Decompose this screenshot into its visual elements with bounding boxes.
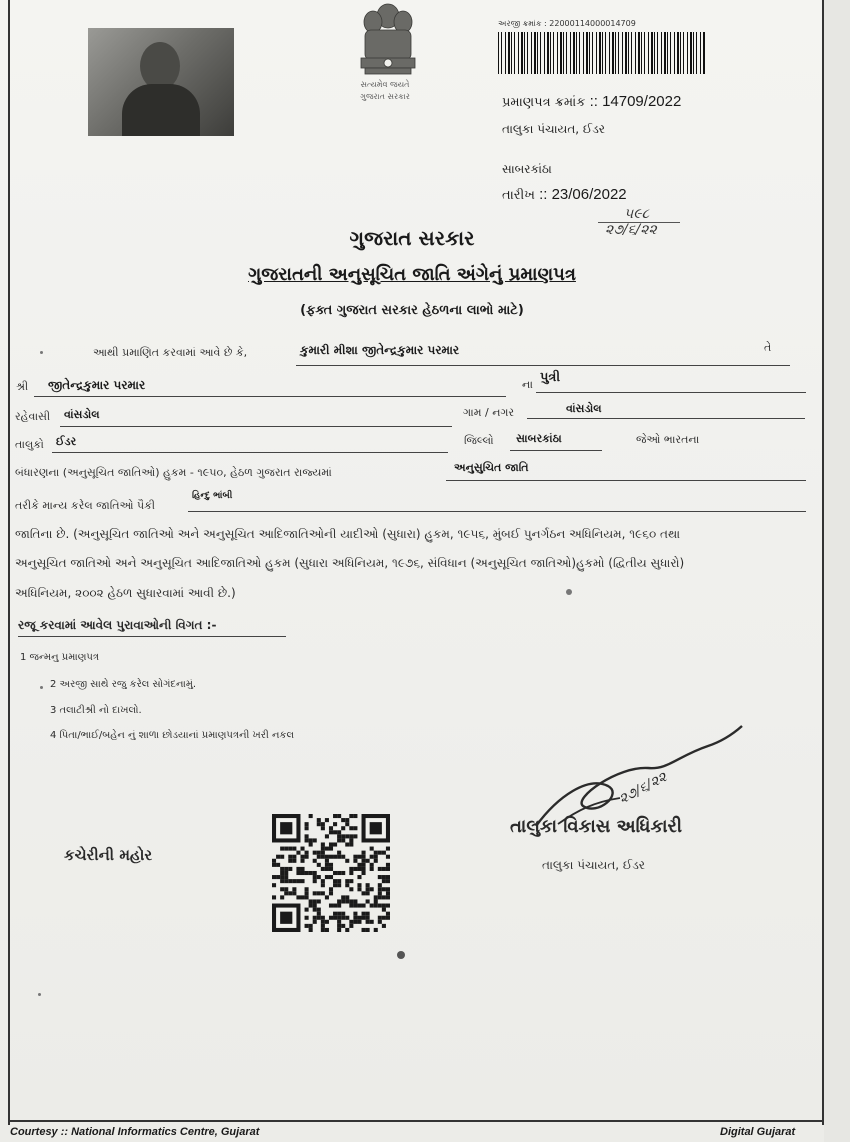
page-border-right: [822, 0, 824, 1125]
page-border-bottom: [8, 1120, 824, 1122]
caste-category-underline: [446, 480, 806, 481]
father-name-underline: [34, 396, 506, 397]
certificate-title: ગુજરાતની અનુસૂચિત જાતિ અંગેનું પ્રમાણપત્ર: [248, 264, 576, 285]
scan-margin: [824, 0, 850, 1142]
documents-heading: રજૂ કરવામાં આવેલ પુરાવાઓની વિગત :-: [18, 618, 217, 632]
father-name: જીતેન્દ્રકુમાર પરમાર: [48, 378, 146, 392]
district-label: જિલ્લો: [464, 434, 494, 447]
legal-paragraph-line-3: અધિનિયમ, ૨૦૦૨ હેઠળ સુધારવામાં આવી છે.): [15, 586, 236, 600]
qr-code: [272, 814, 390, 932]
legal-paragraph-line-2: અનુસૂચિત જાતિઓ અને અનુસૂચિત આદિજાતિઓ હુકમ (સુધારા અધિનિયમ, ૧૯૭૬, સંવિધાન (અનુસૂચિત જાતિઓ)હુકમો (દ્વિતીય સુધારો): [15, 556, 685, 570]
emblem-caption-govt: ગુજરાત સરકાર: [360, 92, 410, 101]
certificate-number-value: :: 14709/2022: [589, 93, 682, 110]
relation-value: પુત્રી: [540, 370, 561, 385]
relation-underline: [536, 392, 806, 393]
caste-name-underline: [188, 511, 806, 512]
document-item: 3 તલાટીશ્રી નો દાખલો.: [50, 705, 142, 716]
applicant-photo: [88, 28, 234, 136]
photo-body: [122, 84, 200, 136]
footer-courtesy: Courtesy :: National Informatics Centre, Gujarat: [10, 1126, 260, 1138]
document-item: 2 અરજી સાથે રજુ કરેલ સોગંદનામું.: [50, 679, 197, 690]
officer-office: તાલુકા પંચાયત, ઈડર: [542, 858, 645, 872]
candidate-name-underline: [296, 365, 790, 366]
barcode: [498, 32, 706, 74]
shri-prefix: શ્રી: [16, 380, 29, 393]
village-value: વાંસડોલ: [566, 402, 602, 415]
certificate-subtitle: (ફક્ત ગુજરાત સરકાર હેઠળના લાભો માટે): [300, 303, 524, 318]
handwritten-number: ૫૯૮: [624, 206, 650, 222]
documents-heading-underline: [18, 636, 286, 637]
issue-date-value: :: 23/06/2022: [539, 186, 627, 203]
recognized-castes-label: તરીકે માન્ય કરેલ જાતિઓ પૈકી: [15, 499, 156, 512]
footer-brand: Digital Gujarat: [720, 1126, 796, 1138]
issuing-office: તાલુકા પંચાયત, ઈડર: [502, 122, 605, 136]
government-title: ગુજરાત સરકાર: [349, 226, 475, 250]
issue-date-label: તારીખ: [502, 188, 535, 203]
taluka-value: ઈડર: [56, 435, 77, 448]
scan-dot: [40, 686, 43, 689]
certificate-number: [502, 93, 681, 110]
taluka-label: તાલુકો: [15, 438, 44, 451]
officer-title: તાલુકા વિકાસ અધિકારી: [510, 816, 683, 837]
relation-prefix: ના: [522, 378, 533, 391]
scan-dot: [566, 589, 572, 595]
signature-date: ૨૭/૬/૨૨: [616, 769, 670, 808]
scan-dot: [397, 951, 405, 959]
caste-name: હિન્દુ ભાંબી: [192, 491, 233, 501]
page-border-left: [8, 0, 10, 1125]
document-item: 4 પિતા/ભાઈ/બહેન નું શાળા છોડયાનાં પ્રમાણપત્રની ખરી નકલ: [50, 730, 295, 741]
resident-value: વાંસડોલ: [64, 408, 100, 421]
issue-date: [502, 186, 627, 203]
village-underline: [527, 418, 805, 419]
certify-label: આથી પ્રમાણિત કરવામાં આવે છે કે,: [93, 346, 248, 359]
office-seal-label: કચેરીની મહોર: [64, 846, 153, 864]
document-item: 1 જન્મનુ પ્રમાણપત્ર: [20, 652, 100, 663]
emblem-caption-motto: સત્યમેવ જયતે: [360, 80, 410, 89]
taluka-underline: [52, 452, 448, 453]
line4-suffix: જેઓ ભારતના: [636, 433, 700, 446]
photo-face: [140, 42, 180, 90]
candidate-name: કુમારી મીશા જીતેન્દ્રકુમાર પરમાર: [300, 343, 460, 357]
application-number: અરજી ક્રમાંક : 22000114000014709: [498, 19, 636, 28]
scan-dot: [38, 993, 41, 996]
line1-suffix: તે: [764, 341, 772, 354]
certificate-number-label: પ્રમાણપત્ર ક્રમાંક: [502, 95, 586, 110]
resident-underline: [60, 426, 452, 427]
district-underline: [510, 450, 602, 451]
scan-dot: [40, 351, 43, 354]
caste-category: અનુસુચિત જાતિ: [454, 461, 529, 474]
district-name: સાબરકાંઠા: [502, 162, 552, 176]
resident-label: રહેવાસી: [15, 410, 51, 423]
village-label: ગામ / નગર: [463, 406, 515, 419]
constitution-order-label: બંધારણના (અનુસૂચિત જાતિઓ) હુકમ - ૧૯૫૦, હેઠળ ગુજરાત રાજ્યમાં: [15, 466, 332, 479]
handwritten-date: ૨૭/૬/૨૨: [605, 222, 657, 238]
legal-paragraph-line-1: જાતિના છે. (અનુસૂચિત જાતિઓ અને અનુસૂચિત આદિજાતિઓની યાદીઓ (સુધારા) હુકમ, ૧૯૫૬, મુંબઈ પુનર્ગઠન અધિનિયમ, ૧૯૬૦ તથા: [15, 527, 681, 541]
district-value: સાબરકાંઠા: [516, 432, 562, 445]
